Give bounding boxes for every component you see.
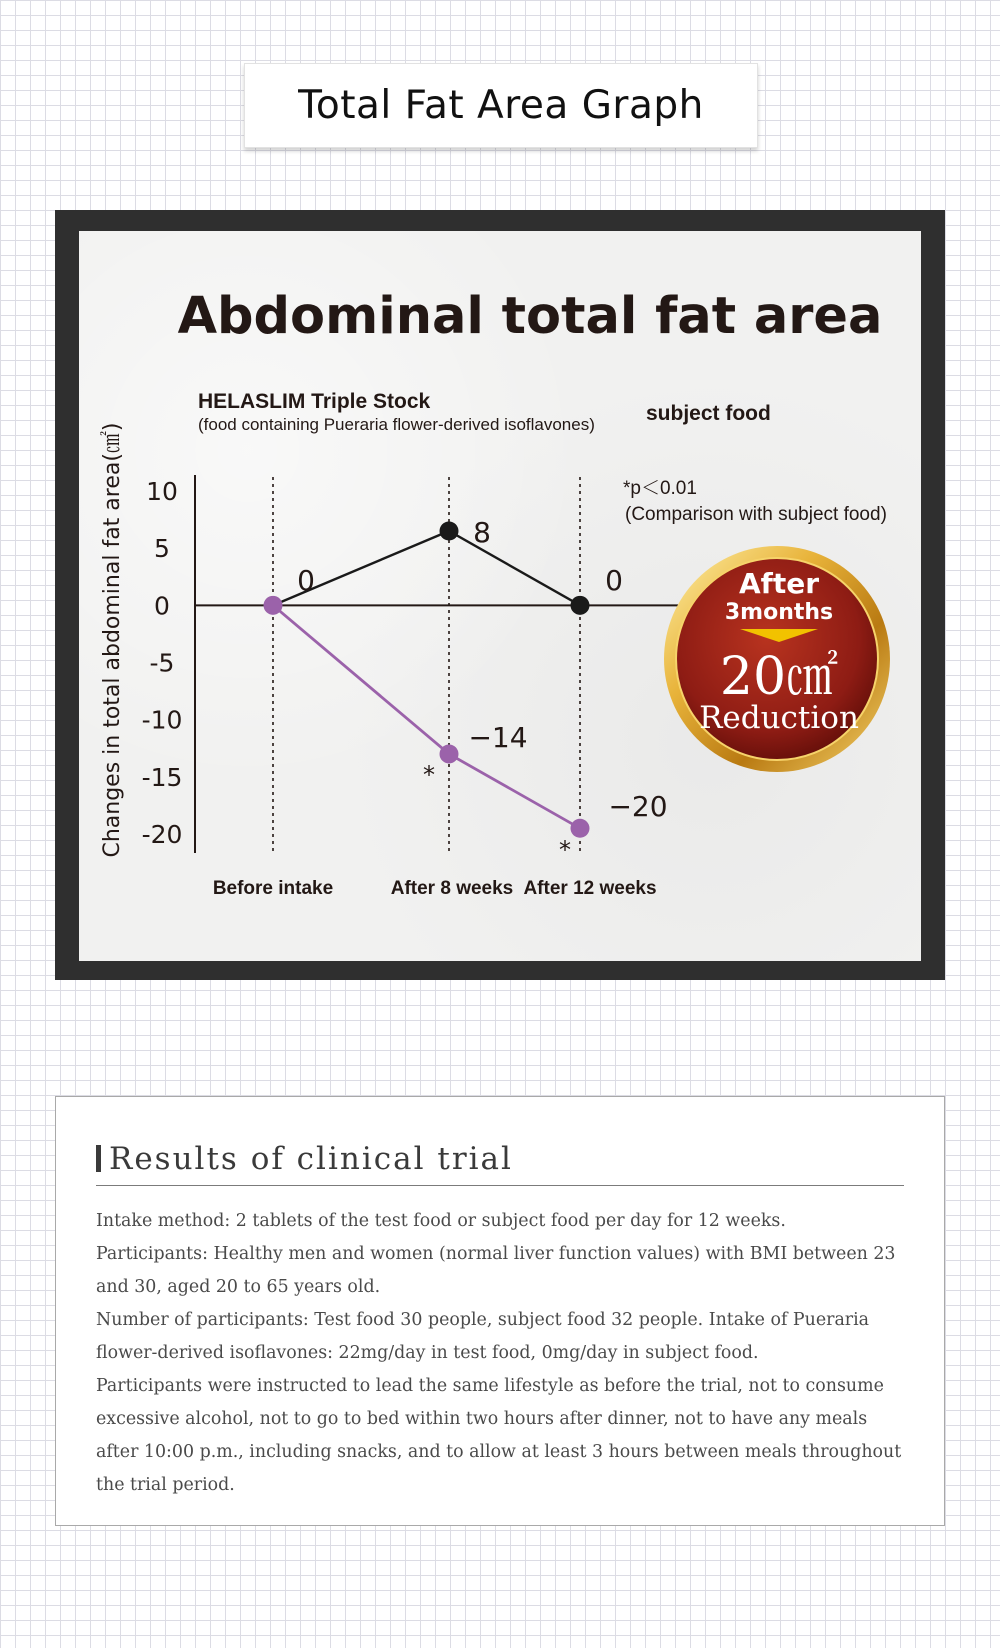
x-category-label: After 8 weeks [390, 878, 514, 899]
test-food-data-label: −20 [608, 790, 668, 823]
legend-subject-food: subject food [646, 402, 771, 425]
subject-food-point [571, 596, 590, 615]
y-tick-label: 5 [154, 534, 170, 564]
badge-line2: 3months [724, 600, 834, 625]
y-axis-label: Changes in total abdominal fat area(㎠) [100, 422, 125, 858]
y-tick-label: -20 [141, 820, 183, 849]
test-food-data-label: −14 [468, 721, 528, 754]
badge-line1: After [738, 567, 820, 600]
legend-test-food-subtitle: (food containing Pueraria flower-derived isoflavones) [198, 415, 595, 434]
x-category-label: Before intake [212, 878, 334, 899]
reduction-badge [664, 546, 890, 772]
significance-marker: * [423, 761, 435, 789]
test-food-point [571, 819, 590, 838]
y-tick-label: 0 [154, 591, 170, 621]
test-food-point [440, 744, 459, 763]
y-tick-label: -15 [141, 762, 183, 792]
chart-title: Abdominal total fat area [177, 287, 883, 346]
y-tick-label: -5 [149, 648, 175, 678]
heading-bar-icon [96, 1145, 101, 1172]
results-paragraph-intake: Intake method: 2 tablets of the test food or subject food per day for 12 weeks. [96, 1211, 786, 1231]
series-subject-food-line [273, 531, 580, 605]
subject-food-data-label: 0 [297, 564, 315, 597]
badge-amount: 20㎠ [719, 647, 839, 707]
results-paragraph-lifestyle: Participants were instructed to lead the same lifestyle as before the trial, not to consume excessive alcohol, not to go to bed within two hours after dinner, not to have any meals after 10:00 p.m., including snacks, and to allow at least 3 hours between meals throughout the trial period. [96, 1376, 902, 1495]
page-title: Total Fat Area Graph [244, 63, 758, 148]
results-paragraph-number: Number of participants: Test food 30 people, subject food 32 people. Intake of Pueraria flower-derived isoflavones: 22mg/day in test food, 0mg/day in subject food. [96, 1310, 870, 1363]
results-box [55, 1096, 945, 1526]
x-category-label: After 12 weeks [523, 878, 657, 899]
results-heading [96, 1141, 904, 1186]
y-tick-label: 10 [146, 477, 178, 506]
legend-test-food-name: HELASLIM Triple Stock [198, 390, 431, 413]
series-test-food-line [273, 605, 580, 828]
y-tick-label: -10 [141, 705, 183, 735]
test-food-point [264, 596, 283, 615]
comparison-note: (Comparison with subject food) [625, 504, 887, 525]
significance-marker: * [559, 836, 571, 864]
results-title: Results of clinical trial [109, 1141, 513, 1177]
subject-food-point [440, 522, 459, 541]
results-body [96, 1205, 906, 1502]
subject-food-data-label: 0 [605, 564, 623, 597]
significance-note: *p＜0.01 [623, 478, 697, 499]
badge-line4: Reduction [699, 700, 859, 736]
results-paragraph-participants: Participants: Healthy men and women (normal liver function values) with BMI between 23 and 30, aged 20 to 65 years old. [96, 1244, 896, 1297]
subject-food-data-label: 8 [473, 516, 491, 549]
